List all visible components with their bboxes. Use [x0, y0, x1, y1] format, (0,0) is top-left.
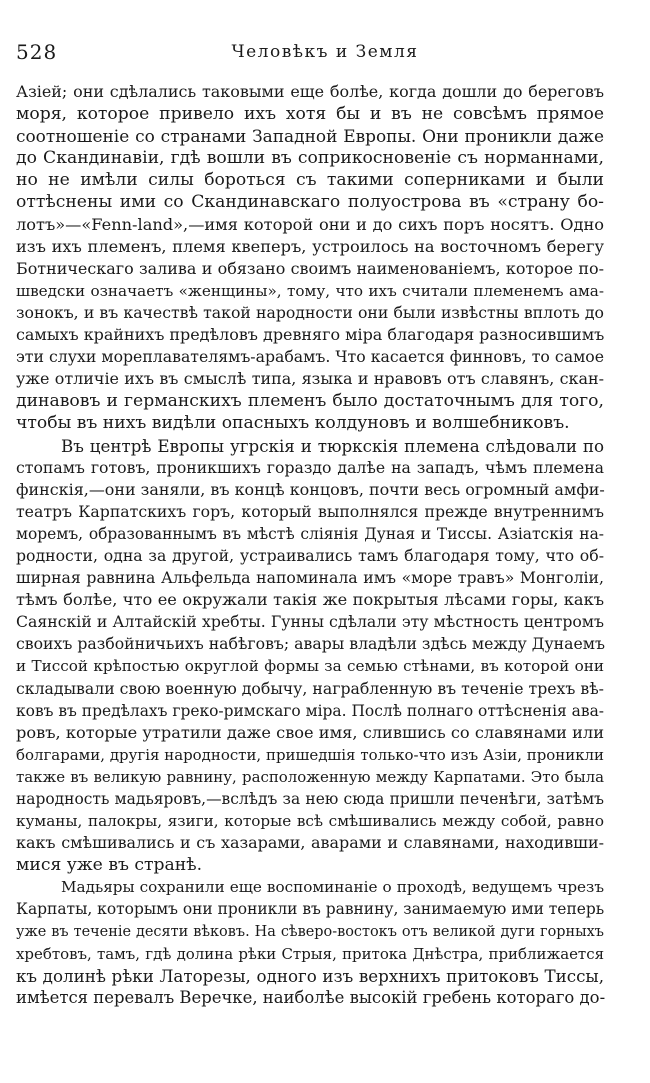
- text-line: изъ ихъ племенъ, племя квеперъ, устроилось на восточномъ берегу: [16, 236, 604, 256]
- text-line: къ долинѣ рѣки Латорезы, одного изъ верхнихъ притоковъ Тиссы,: [16, 965, 604, 986]
- text-line: моремъ, образованнымъ въ мѣстѣ сліянія Дуная и Тиссы. Азіатскія на-: [16, 524, 604, 543]
- text-line: Въ центрѣ Европы угрскія и тюркскія племена слѣдовали по: [61, 435, 604, 456]
- page-number: 528: [16, 40, 58, 64]
- text-line: но не имѣли силы бороться съ такими соперниками и были: [16, 170, 604, 191]
- text-line: шведски означаетъ «женщины», тому, что ихъ считали племенемъ ама-: [16, 281, 604, 300]
- text-line: лотъ»—«Fenn-land»,—имя которой они и до сихъ поръ носятъ. Одно: [16, 214, 604, 234]
- text-line: какъ смѣшивались и съ хазарами, аварами и славянами, находивши-: [16, 833, 604, 853]
- text-line: Карпаты, которымъ они проникли въ равнину, занимаемую ими теперь: [16, 900, 605, 919]
- text-line: чтобы въ нихъ видѣли опасныхъ колдуновъ и волшебниковъ.: [16, 413, 570, 434]
- text-line: ровъ, которые утратили даже свое имя, слившись со славянами или: [16, 722, 604, 742]
- text-line: тѣмъ болѣе, что ее окружали такія же покрытыя лѣсами горы, какъ: [16, 590, 604, 610]
- text-line: родности, одна за другой, устраивались тамъ благодаря тому, что об-: [16, 545, 604, 565]
- text-line: соотношеніе со странами Западной Европы. Они проникли даже: [16, 126, 604, 147]
- text-line: и Тиссой крѣпостью округлой формы за семью стѣнами, въ которой они: [16, 657, 604, 676]
- text-line: оттѣснены ими со Скандинавскаго полуострова въ «страну бо-: [16, 192, 604, 213]
- text-line: куманы, палокры, язиги, которые всѣ смѣшивались между собой, равно: [16, 812, 604, 831]
- text-line: Ботническаго залива и обязано своимъ наименованіемъ, которое по-: [16, 258, 604, 278]
- text-line: до Скандинавіи, гдѣ вошли въ соприкосновеніе съ норманнами,: [16, 148, 604, 169]
- text-line: болгарами, другія народности, пришедшія только-что изъ Азіи, проникли: [16, 745, 604, 764]
- text-line: уже отличіе ихъ въ смыслѣ типа, языка и нравовъ отъ славянъ, скан-: [16, 369, 604, 389]
- text-line: ковъ въ предѣлахъ греко-римскаго міра. Послѣ полнаго оттѣсненія ава-: [16, 701, 604, 720]
- text-line: эти слухи мореплавателямъ-арабамъ. Что касается финновъ, то самое: [16, 347, 604, 367]
- text-line: Саянскій и Алтайскій хребты. Гунны сдѣлали эту мѣстность центромъ: [16, 612, 604, 632]
- text-line: народность мадьяровъ,—вслѣдъ за нею сюда пришли печенѣги, затѣмъ: [16, 790, 604, 808]
- text-line: хребтовъ, тамъ, гдѣ долина рѣки Стрыя, притока Днѣстра, приближается: [16, 944, 604, 963]
- text-line: Азіей; они сдѣлались таковыми еще болѣе, когда дошли до береговъ: [16, 82, 604, 101]
- paragraph: [16, 435, 604, 877]
- text-line: моря, которое привело ихъ хотя бы и въ не совсѣмъ прямое: [16, 104, 604, 125]
- page-body: [16, 81, 604, 1009]
- text-line: ширная равнина Альфельда напоминала имъ «море травъ» Монголіи,: [16, 568, 604, 588]
- text-line: театръ Карпатскихъ горъ, который выполнялся прежде внутреннимъ: [16, 501, 604, 521]
- text-line: мися уже въ странѣ.: [16, 855, 203, 876]
- text-line: уже въ теченіе десяти вѣковъ. На сѣверо-востокъ отъ великой дуги горныхъ: [16, 923, 604, 940]
- text-line: Мадьяры сохранили еще воспоминаніе о проходѣ, ведущемъ чрезъ: [61, 878, 604, 897]
- text-line: финскія,—они заняли, въ концѣ концовъ, почти весь огромный амфи-: [16, 479, 605, 499]
- text-line: имѣется перевалъ Веречке, наиболѣе высокій гребень котораго до-: [16, 987, 606, 1007]
- paragraph: [16, 81, 604, 435]
- text-line: стопамъ готовъ, проникшихъ гораздо далѣе на западъ, чѣмъ племена: [16, 457, 604, 477]
- text-line: складывали свою военную добычу, награбленную въ теченіе трехъ вѣ-: [16, 678, 604, 698]
- text-line: зонокъ, и въ качествѣ такой народности они были извѣстны вплоть до: [16, 302, 604, 322]
- text-line: самыхъ крайнихъ предѣловъ древняго міра благодаря разносившимъ: [16, 325, 605, 345]
- text-line: динавовъ и германскихъ племенъ было достаточнымъ для того,: [16, 391, 604, 412]
- text-line: также въ великую равнину, расположенную между Карпатами. Это была: [16, 767, 604, 786]
- paragraph: [16, 876, 604, 1009]
- page-header: [16, 40, 634, 70]
- text-line: своихъ разбойничьихъ набѣговъ; авары владѣли здѣсь между Дунаемъ: [16, 634, 605, 654]
- running-title: Человѣкъ и Земля: [231, 42, 419, 62]
